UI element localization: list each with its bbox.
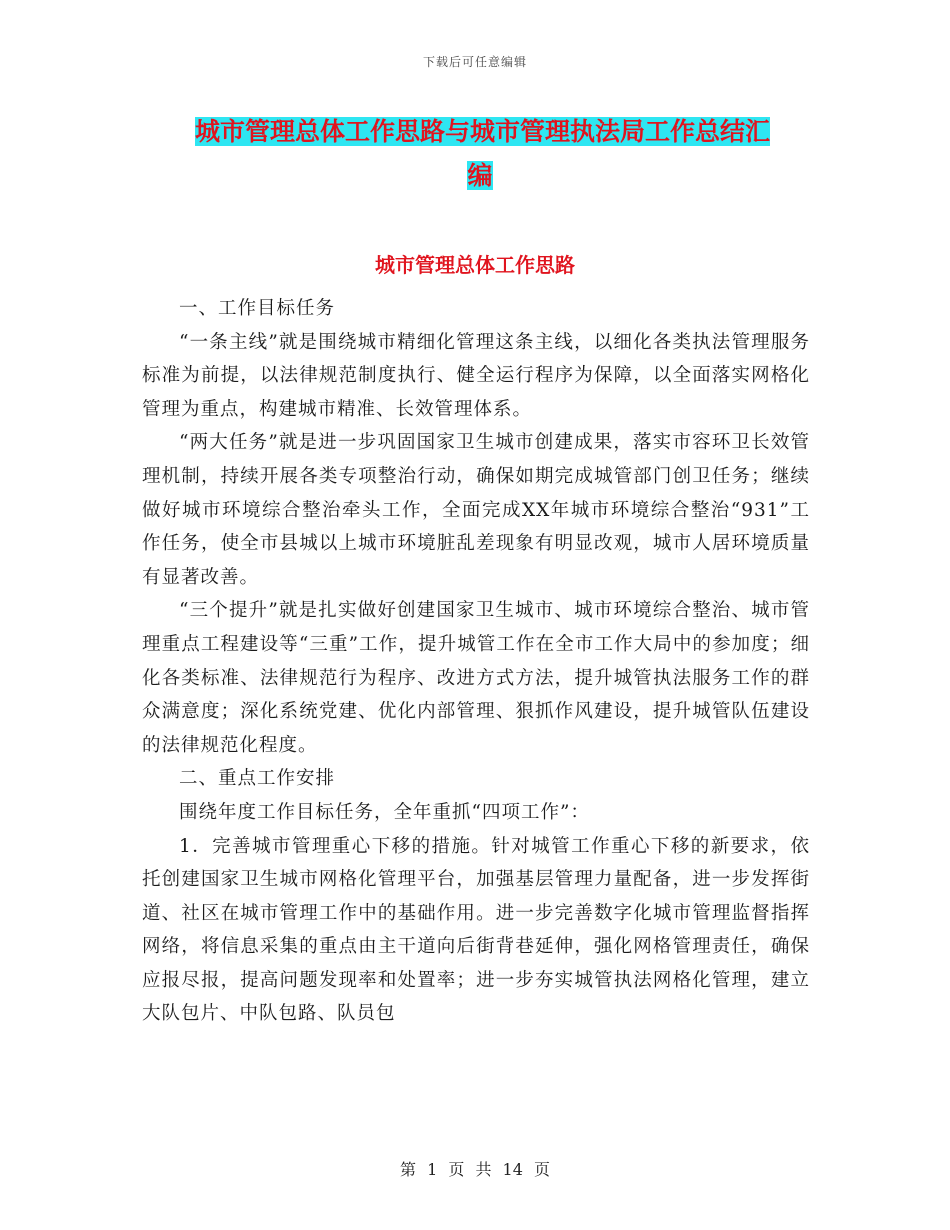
heading-work-goals: 一、工作目标任务 bbox=[179, 298, 336, 319]
document-title-line-2: 编 bbox=[467, 161, 493, 190]
page-footer: 第 1 页 共 14 页 bbox=[400, 1160, 550, 1179]
paragraph-one-main-line: “一条主线”就是围绕城市精细化管理这条主线，以细化各类执法管理服务标准为前提，以法律规范制度执行、健全运行程序为保障，以全面落实网格化管理为重点，构建城市精准、长效管理体系。 bbox=[142, 331, 810, 420]
heading-key-work: 二、重点工作安排 bbox=[179, 768, 336, 790]
section-title: 城市管理总体工作思路 bbox=[375, 253, 575, 277]
paragraph-three-improvements: “三个提升”就是扎实做好创建国家卫生城市、城市环境综合整治、城市管理重点工程建设等“三重”工作，提升城管工作在全市工作大局中的参加度；细化各类标准、法律规范行为程序、改进方式方法，提升城管执法服务工作的群众满意度；深化系统党建、优化内部管理、狠抓作风建设，提升城管队伍建设的法律规范化程度。 bbox=[142, 600, 810, 756]
document-body bbox=[142, 292, 810, 1031]
paragraph-four-works-intro: 围绕年度工作目标任务，全年重抓“四项工作”： bbox=[179, 801, 590, 823]
document-title-line-1: 城市管理总体工作思路与城市管理执法局工作总结汇 bbox=[195, 117, 771, 146]
document-title bbox=[140, 110, 820, 198]
paragraph-two-tasks: “两大任务”就是进一步巩固国家卫生城市创建成果，落实市容环卫长效管理机制，持续开展各类专项整治行动，确保如期完成城管部门创卫任务；继续做好城市环境综合整治牵头工作，全面完成XX年城市环境综合整治“931”工作任务，使全市县城以上城市环境脏乱差现象有明显改观，城市人居环境质量有显著改善。 bbox=[142, 432, 810, 588]
paragraph-item-1: 1．完善城市管理重心下移的措施。针对城管工作重心下移的新要求，依托创建国家卫生城市网格化管理平台，加强基层管理力量配备，进一步发挥街道、社区在城市管理工作中的基础作用。进一步完善数字化城市管理监督指挥网络，将信息采集的重点由主干道向后街背巷延伸，强化网格管理责任，确保应报尽报，提高问题发现率和处置率；进一步夯实城管执法网格化管理，建立大队包片、中队包路、队员包 bbox=[142, 835, 810, 1025]
page-header: 下载后可任意编辑 bbox=[422, 55, 527, 69]
